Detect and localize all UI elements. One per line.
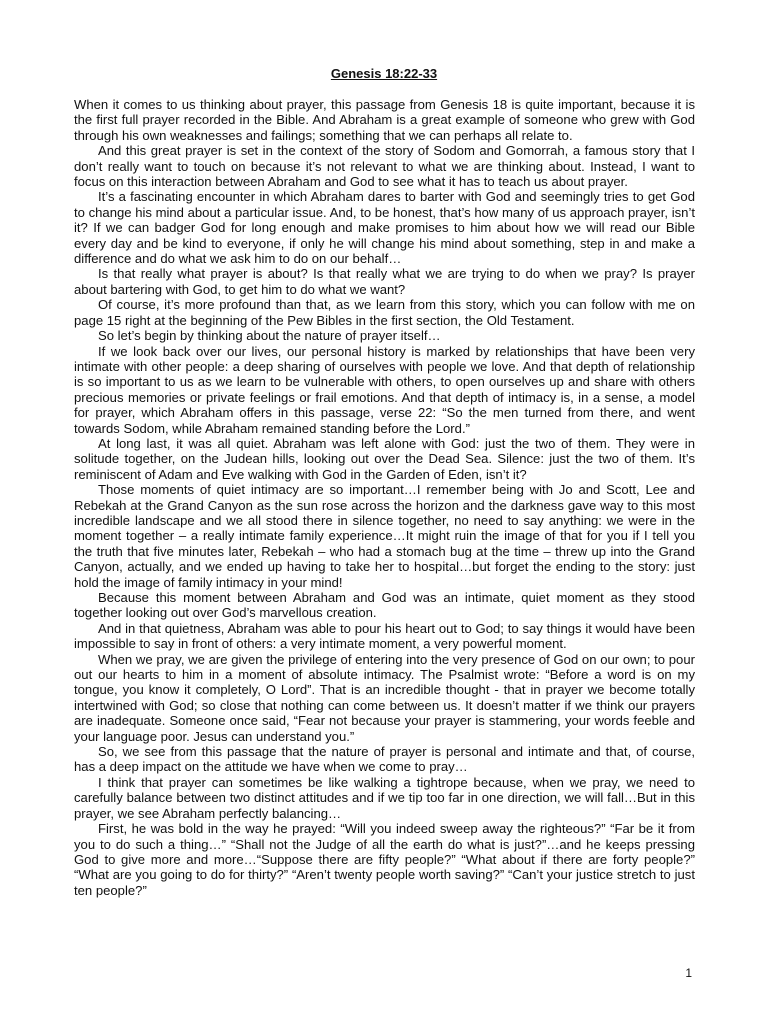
paragraph: Is that really what prayer is about? Is that really what we are trying to do when we pray? Is prayer about bartering with God, to get him to do what we want? <box>74 266 695 297</box>
page-number: 1 <box>685 966 692 980</box>
paragraph: So, we see from this passage that the nature of prayer is personal and intimate and that, of course, has a deep impact on the attitude we have when we come to pray… <box>74 744 695 775</box>
paragraph: When we pray, we are given the privilege of entering into the very presence of God on our own; to pour out our hearts to him in a moment of absolute intimacy. The Psalmist wrote: “Before a word is on my tongue, you know it completely, O Lord”. That is an incredible thought - that in prayer we become totally intertwined with God; so close that nothing can come between us. It doesn’t matter if we think our prayers are inadequate. Someone once said, “Fear not because your prayer is stammering, your words feeble and your language poor. Jesus can understand you.” <box>74 651 695 744</box>
document-body <box>74 97 695 898</box>
paragraph: It’s a fascinating encounter in which Abraham dares to barter with God and seemingly tries to get God to change his mind about a particular issue. And, to be honest, that’s how many of us approach prayer, isn’t it? If we can badger God for long enough and make promises to him about how we will read our Bible every day and be kind to everyone, if only he will change his mind about something, step in and make a difference and do what we ask him to do on our behalf… <box>74 189 695 267</box>
paragraph: And in that quietness, Abraham was able to pour his heart out to God; to say things it would have been impossible to say in front of others: a very intimate moment, a very powerful moment. <box>74 620 695 652</box>
paragraph: Because this moment between Abraham and God was an intimate, quiet moment as they stood together looking out over God’s marvellous creation. <box>74 590 695 621</box>
paragraph: If we look back over our lives, our personal history is marked by relationships that have been very intimate with other people: a deep sharing of ourselves with people we love. And that depth of relationship is so important to us as we learn to be vulnerable with others, to open ourselves up and share with others precious memories or private feelings or frail emotions. And that depth of intimacy is, in a sense, a model for prayer, which Abraham offers in this passage, verse 22: “So the men turned from there, and went towards Sodom, while Abraham remained standing before the Lord.” <box>74 343 695 436</box>
paragraph: Those moments of quiet intimacy are so important…I remember being with Jo and Scott, Lee and Rebekah at the Grand Canyon as the sun rose across the horizon and the darkness gave way to this most incredible landscape and we all stood there in silence together, no need to say anything: we were in the moment together – a really intimate family experience…It might ruin the image of that for you if I tell you the truth that five minutes later, Rebekah – who had a stomach bug at the time – threw up into the Grand Canyon, actually, and we ended up having to take her to hospital…but forget the ending to the story: just hold the image of family intimacy in your mind! <box>74 482 695 590</box>
paragraph: First, he was bold in the way he prayed: “Will you indeed sweep away the righteous?” “Far be it from you to do such a thing…” “Shall not the Judge of all the earth do what is just?”…and he keeps pressing God to give more and more…“Suppose there are fifty people?” “What about if there are forty people?” “What are you going to do for thirty?” “Aren’t twenty people worth saving?” “Can’t your justice stretch to just ten people?” <box>74 821 695 898</box>
paragraph: And this great prayer is set in the context of the story of Sodom and Gomorrah, a famous story that I don’t really want to touch on because it’s not relevant to what we are thinking about. Instead, I want to focus on this interaction between Abraham and God to see what it has to teach us about prayer. <box>74 143 695 190</box>
paragraph: When it comes to us thinking about prayer, this passage from Genesis 18 is quite important, because it is the first full prayer recorded in the Bible. And Abraham is a great example of someone who grew with God through his own weaknesses and failings; something that we can perhaps all relate to. <box>74 97 695 143</box>
document-title: Genesis 18:22-33 <box>330 66 438 81</box>
paragraph: Of course, it’s more profound than that, as we learn from this story, which you can follow with me on page 15 right at the beginning of the Pew Bibles in the first section, the Old Testament. <box>74 297 695 328</box>
paragraph: I think that prayer can sometimes be like walking a tightrope because, when we pray, we need to carefully balance between two distinct attitudes and if we tip too far in one direction, we will fall…But in this prayer, we see Abraham perfectly balancing… <box>74 774 695 821</box>
paragraph: So let’s begin by thinking about the nature of prayer itself… <box>98 328 441 344</box>
paragraph: At long last, it was all quiet. Abraham was left alone with God: just the two of them. They were in solitude together, on the Judean hills, looking out over the Dead Sea. Silence: just the two of them. It’s reminiscent of Adam and Eve walking with God in the Garden of Eden, isn’t it? <box>74 435 695 482</box>
